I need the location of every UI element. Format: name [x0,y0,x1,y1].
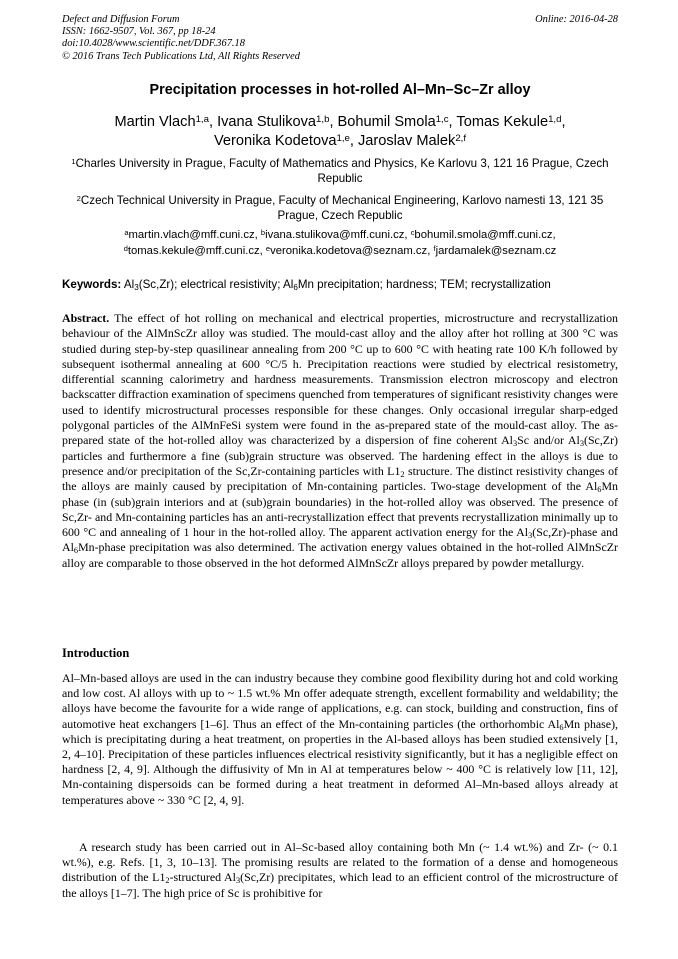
email-link[interactable]: $^c$bohumil.smola@mff.cuni.cz [410,227,553,241]
intro-paragraph-1: Al–Mn-based alloys are used in the can industry because they combine good flexibility during hot and cold working and low cost. Al alloys with up to ~ 1.5 wt.% Mn offer adequate strength, excellent formability and weldability; the alloys have become the favourite for a wide range of applications, e.g. can stock, building and construction, fins of automotive heat exchangers [1–6]. Thus an effect of the Mn-containing particles (the orthorhombic $Al_6Mn$ phase), which is precipitating during a heat treatment, on properties in the Al-based alloys has been studied extensively [1, 2, 4–10]. Precipitation of these particles influences electrical resistivity significantly, but it has a negligible effect on hardness [2, 4, 9]. Although the diffusivity of Mn in Al at temperatures below ~ 400 °C is relatively low [11, 12], Mn-containing dispersoids can be formed during a heat treatment in deformed Al–Mn-based alloys already at temperatures above ~ 330 °C [2, 4, 9]. [62,671,618,807]
email-link[interactable]: $^f$jardamalek@seznam.cz [433,243,557,257]
affiliation-1: $^1$Charles University in Prague, Faculty of Mathematics and Physics, Ke Karlovu 3, 121 16 Prague, Czech Republic [71,156,609,185]
affiliation-2: $^2$Czech Technical University in Prague, Faculty of Mechanical Engineering, Karlovo namesti 13, 121 35 Prague, Czech Republic [76,193,604,222]
journal-name: Defect and Diffusion Forum [62,14,180,25]
author: Ivana Stulikova$^{1,b}$, [217,113,338,130]
author: Tomas Kekule$^{1,d}$, [456,113,566,130]
online-date: Online: 2016-04-28 [535,14,618,25]
paper-title: Precipitation processes in hot-rolled Al–Mn–Sc–Zr alloy [149,82,531,98]
author: Bohumil Smola$^{1,c}$, [337,113,457,130]
abstract-label: Abstract. [62,311,110,325]
author: Martin Vlach$^{1,a}$, [114,113,218,130]
author: Jaroslav Malek$^{2,f}$ [357,132,467,149]
author-list [70,113,610,151]
copyright-line: © 2016 Trans Tech Publications Ltd, All Rights Reserved [62,50,300,62]
email-link[interactable]: $^e$veronika.kodetova@seznam.cz [265,243,428,257]
email-link[interactable]: $^d$tomas.kekule@mff.cuni.cz [123,243,260,257]
email-link[interactable]: $^b$ivana.stulikova@mff.cuni.cz [260,227,405,241]
abstract: Abstract. The effect of hot rolling on mechanical and electrical properties, microstructure and recrystallization behaviour of the AlMnScZr alloy was studied. The mould-cast alloy and the alloy after hot rolling at 300 °C was studied during step-by-step quasilinear annealing from 200 °C up to 600 °C with heating rate 100 K/h followed by subsequent isothermal annealing at 600 °C/5 h. Precipitation reactions were studied by electrical resistometry, differential scanning calorimetry and hardness measurements. Transmission electron microscopy and electron backscatter diffraction examination of specimens quenched from temperatures of significant resistivity changes were used to identify microstructural processes responsible for these changes. Only occasional irregular sharp-edged polygonal particles of the AlMnFeSi system were found in the as-prepared state of the mould-cast alloy. The as-prepared state of the hot-rolled alloy was characterized by a dispersion of fine coherent $Al_3Sc$ and/or $Al_3(Sc,Zr)$ particles and furthermore a fine (sub)grain structure was observed. The hardening effect in the alloys is due to presence and/or precipitation of the Sc,Zr-containing particles with $L1_2$ structure. The distinct resistivity changes of the alloys are mainly caused by precipitation of Mn-containing particles. Two-stage development of the $Al_6Mn$ phase (in (sub)grain interiors and at (sub)grain boundaries) in the hot-rolled alloy was observed. The presence of Sc,Zr- and Mn-containing particles has an anti-recrystallization effect that prevents recrystallization minimally up to 600 °C and annealing of 1 hour in the hot-rolled alloy. The apparent activation energy for the $Al_3(Sc,Zr)$-phase and $Al_6Mn$-phase precipitation was also determined. The activation energy values obtained in the hot-rolled AlMnScZr alloy are comparable to those observed in the hot deformed AlMnScZr alloys prepared by powder metallurgy. [62,311,618,570]
keywords: Keywords: $Al_3(Sc,Zr)$; electrical resistivity; $Al_6Mn$ precipitation; hardness; TEM; recrystallization [62,278,551,292]
intro-paragraph-2: A research study has been carried out in Al–Sc-based alloy containing both Mn (~ 1.4 wt.%) and Zr- (~ 0.1 wt.%), e.g. Refs. [1, 3, 10–13]. The promising results are related to the formation of a dense and homogeneous distribution of the $L1_2$-structured $Al_3(Sc,Zr)$ precipitates, which lead to an efficient control of the microstructure of the alloys [1–7]. The high price of Sc is prohibitive for [62,840,619,900]
email-link[interactable]: $^a$martin.vlach@mff.cuni.cz [124,227,255,241]
section-heading-introduction: Introduction [62,646,130,660]
running-header [62,14,618,63]
keywords-label: Keywords: [62,278,122,291]
doi-line[interactable]: doi:10.4028/www.scientific.net/DDF.367.18 [62,38,245,50]
author: Veronika Kodetova$^{1,e}$, [213,132,358,149]
email-list: $^a$martin.vlach@mff.cuni.cz, $^b$ivana.stulikova@mff.cuni.cz, $^c$bohumil.smola@mff.cuni.cz, $^d$tomas.kekule@mff.cuni.cz, $^e$veronika.kodetova@seznam.cz, $^f$jardamalek@seznam.cz [123,227,557,257]
issn-line: ISSN: 1662-9507, Vol. 367, pp 18-24 [62,26,216,38]
